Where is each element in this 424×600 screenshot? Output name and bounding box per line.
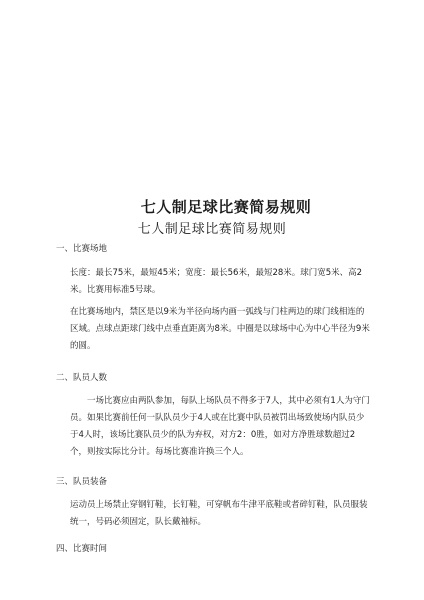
paragraph-venue-dimensions: 长度：最长75米，最短45米；宽度：最长56米，最短28米。球门宽5米、高2米。比赛用标准5号球。	[70, 268, 363, 295]
document-title: 七人制足球比赛简易规则	[140, 198, 312, 216]
paragraph-equipment: 运动员上场禁止穿钢钉鞋，长钉鞋，可穿帆布牛津平底鞋或者碎钉鞋，队员服装统一，号码必须固定，队长戴袖标。	[70, 500, 368, 527]
paragraph-venue-areas: 在比赛场地内，禁区是以9米为半径向场内画一弧线与门柱两边的球门线相连的区域。点球点距球门线中点垂直距离为8米。中圈是以球场中心为中心半径为9米的圆。	[70, 307, 370, 351]
section-heading-match-time: 四、比赛时间	[56, 544, 108, 554]
section-heading-venue: 一、比赛场地	[56, 244, 108, 254]
section-heading-equipment: 三、队员装备	[56, 477, 108, 487]
document-subtitle: 七人制足球比赛简易规则	[137, 222, 287, 237]
paragraph-players-count: 一场比赛应由两队参加，每队上场队员不得多于7人，其中必须有1人为守门员。如果比赛前任何一队队员少于4人或在比赛中队员被罚出场致使场内队员少于4人时，该场比赛队员少的队为弃权，对方2：0胜，如对方净胜球数超过2个，则按实际比分计。每场比赛准许换三个人。	[70, 396, 370, 457]
section-heading-players: 二、队员人数	[56, 373, 108, 383]
